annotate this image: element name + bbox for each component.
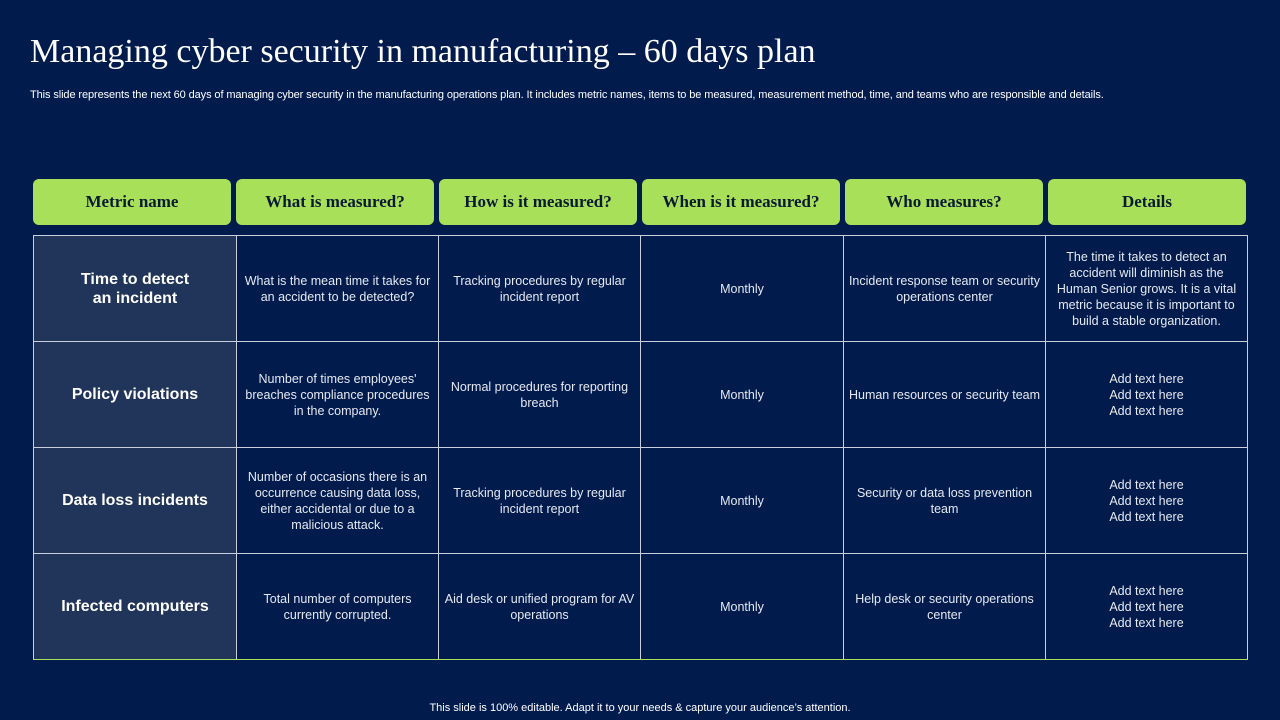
who-measures-cell: Incident response team or security operations center [844, 236, 1046, 342]
details-text: Add text here [1109, 583, 1184, 598]
what-measured-cell: What is the mean time it takes for an accident to be detected? [237, 236, 439, 342]
how-measured-cell: Tracking procedures by regular incident report [439, 236, 641, 342]
when-measured-cell: Monthly [641, 554, 844, 660]
metric-name-cell [34, 236, 237, 342]
who-measures-cell: Security or data loss prevention team [844, 448, 1046, 554]
metric-name-text: Time to detect an incident [80, 270, 190, 307]
details-text: Add text here [1109, 477, 1184, 492]
details-text: Add text here [1109, 615, 1184, 630]
details-text: Add text here [1109, 509, 1184, 524]
header-details: Details [1048, 179, 1246, 225]
details-text: Add text here [1109, 599, 1184, 614]
how-measured-cell: Normal procedures for reporting breach [439, 342, 641, 448]
slide-title: Managing cyber security in manufacturing – 60 days plan [30, 33, 816, 70]
details-cell [1046, 236, 1248, 342]
table-row [34, 554, 1248, 660]
table-row [34, 342, 1248, 448]
table-row [34, 448, 1248, 554]
metrics-table [33, 235, 1248, 660]
header-metric-name: Metric name [33, 179, 231, 225]
slide-subtitle: This slide represents the next 60 days of managing cyber security in the manufacturing operations plan. It includes metric names, items to be measured, measurement method, time, and teams who are responsible and details. [30, 89, 1104, 101]
what-measured-cell: Number of times employees' breaches compliance procedures in the company. [237, 342, 439, 448]
metric-name-cell: Infected computers [34, 554, 237, 660]
what-measured-cell: Number of occasions there is an occurrence causing data loss, either accidental or due to a malicious attack. [237, 448, 439, 554]
when-measured-cell: Monthly [641, 448, 844, 554]
details-cell [1046, 448, 1248, 554]
what-measured-cell: Total number of computers currently corrupted. [237, 554, 439, 660]
when-measured-cell: Monthly [641, 342, 844, 448]
header-what-is-measured: What is measured? [236, 179, 434, 225]
when-measured-cell: Monthly [641, 236, 844, 342]
slide-footer: This slide is 100% editable. Adapt it to your needs & capture your audience’s attention. [429, 702, 851, 714]
header-when-is-it-measured: When is it measured? [642, 179, 840, 225]
details-text: The time it takes to detect an accident will diminish as the Human Senior grows. It is a vital metric because it is important to build a stable organization. [1056, 249, 1237, 328]
how-measured-cell: Tracking procedures by regular incident report [439, 448, 641, 554]
details-cell [1046, 342, 1248, 448]
table-row [34, 236, 1248, 342]
details-text: Add text here [1109, 403, 1184, 418]
how-measured-cell: Aid desk or unified program for AV operations [439, 554, 641, 660]
metric-name-cell: Policy violations [34, 342, 237, 448]
details-text: Add text here [1109, 493, 1184, 508]
table-header-row [33, 179, 1247, 225]
details-cell [1046, 554, 1248, 660]
details-text: Add text here [1109, 371, 1184, 386]
header-how-is-it-measured: How is it measured? [439, 179, 637, 225]
details-text: Add text here [1109, 387, 1184, 402]
who-measures-cell: Help desk or security operations center [844, 554, 1046, 660]
who-measures-cell: Human resources or security team [844, 342, 1046, 448]
metric-name-cell: Data loss incidents [34, 448, 237, 554]
header-who-measures: Who measures? [845, 179, 1043, 225]
